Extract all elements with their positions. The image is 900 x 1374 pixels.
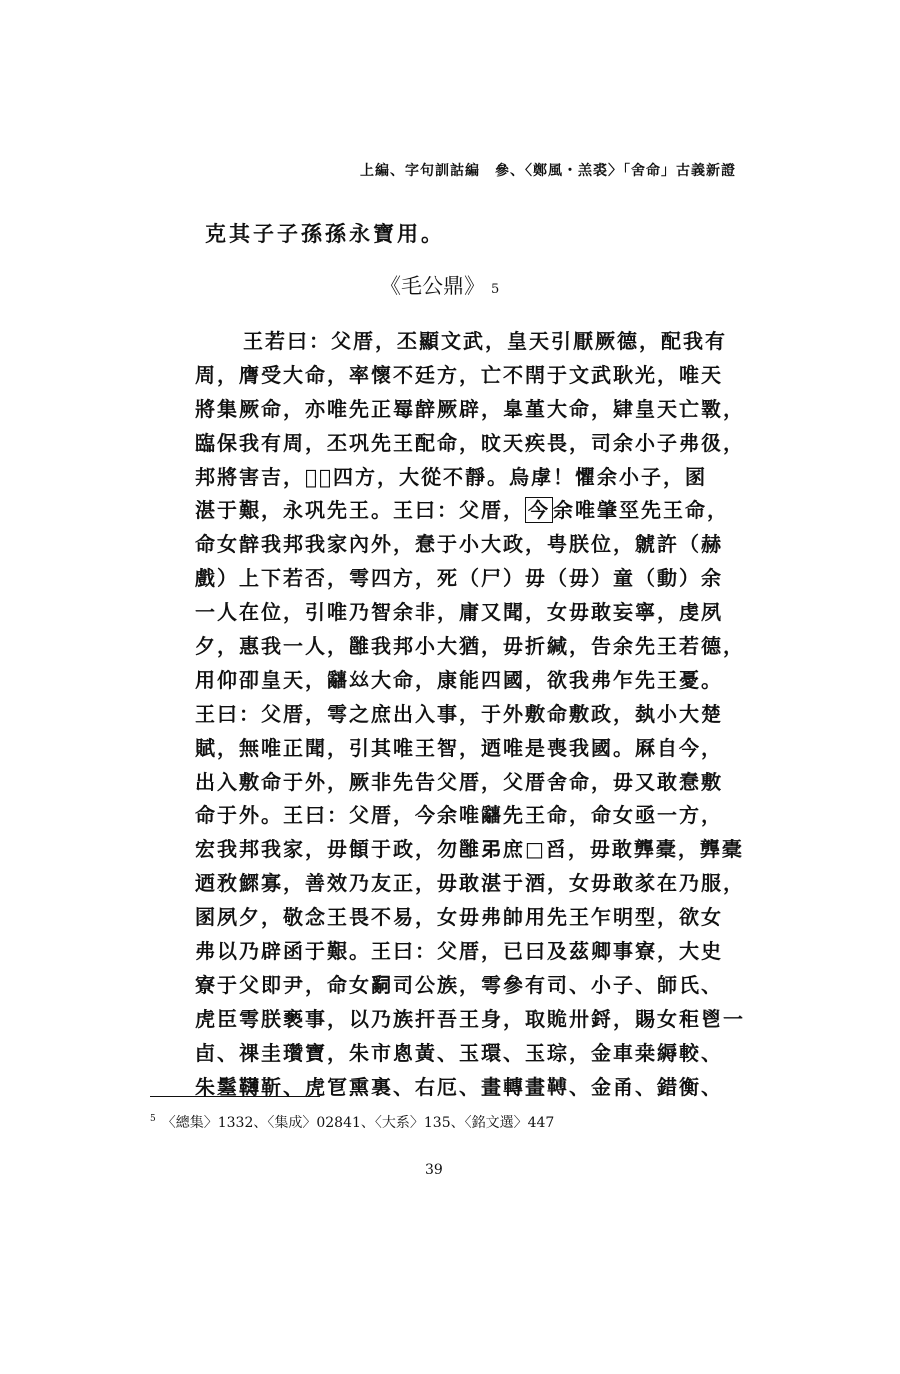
- text-line: 夕，惠我一人，雝我邦小大猶，毋折緘，告余先王若德，: [195, 634, 745, 659]
- text-line: 命女辪我邦我家內外，惷于小大政，甹朕位，虩許（赫: [195, 532, 723, 557]
- text-line: 用仰卲皇天，𤕌𢆶大命，康能四國，欲我弗乍先王憂。: [195, 667, 723, 692]
- text-line: 臨保我有周，丕巩先王配命，旼天疾畏，司余小子弗彶，: [195, 430, 745, 455]
- boxed-character: 今: [525, 497, 553, 523]
- text-line: 卣、祼圭瓚寶，朱市悤黃、玉環、玉琮，金車桒縟較、: [195, 1040, 723, 1065]
- text-line: 虎臣雩朕褻事，以乃族扞吾王身，取𧵥卅鋝，賜女秬鬯一: [195, 1006, 745, 1031]
- section-title-text: 《毛公鼎》: [380, 274, 485, 298]
- footnote-text: 〈總集〉1332、〈集成〉02841、〈大系〉135、〈銘文選〉447: [161, 1115, 555, 1131]
- continuation-line: 克其子子孫孫永寶用。: [205, 221, 445, 246]
- footnote-divider: [150, 1096, 320, 1097]
- text-line: 周，膺受大命，率懷不廷方，亡不閈于文武耿光，唯天: [195, 362, 723, 387]
- text-line: 王曰：父厝，雩之庶出入事，于外敷命敷政，埶小大楚: [195, 701, 723, 726]
- text-line-with-boxed-char: [195, 494, 755, 528]
- text-line: 王若曰：父厝，丕顯文武，皇天引厭厥德，配我有: [243, 329, 727, 353]
- text-line: 賦，無唯正聞，引其唯王智，迺唯是喪我國。厤自今，: [195, 735, 723, 760]
- text-line: 圂夙夕，敬念王畏不易，女毋弗帥用先王乍明型，欲女: [195, 905, 723, 930]
- section-title: [380, 270, 499, 300]
- text-line: 將集厥命，亦唯先正䍙辪厥辟，𦤎堇大命，肄皇天亡斁，: [195, 396, 745, 421]
- text-line: 宏我邦我家，毋顀于政，勿雝𢎨庶□舀，毋敢龏橐，龏橐: [195, 837, 744, 862]
- footnote-reference: 5: [491, 282, 500, 297]
- text-line: 戲）上下若否，雩四方，死（尸）毋（毋）童（動）余: [195, 566, 723, 591]
- page-number: 39: [425, 1162, 443, 1178]
- text-line: 寮于父即尹，命女𤔲司公族，雩參有司、小子、師氏、: [195, 972, 723, 997]
- text-line: 朱䰈𩍿靳、虎冟熏裏、右厄、畫轉畫𩌏、金甬、錯衡、: [195, 1074, 723, 1099]
- text-line: 迺敄鰥寡，善效乃友正，毋敢湛于酒，女毋敢㒸在乃服，: [195, 871, 745, 896]
- text-segment: 湛于艱，永巩先王。王曰：父厝，: [195, 498, 525, 523]
- text-line: 一人在位，引唯乃智余非，庸又聞，女毋敢妄寧，虔夙: [195, 600, 723, 625]
- text-line: 弗以乃辟函于艱。王曰：父厝，已曰及茲卿事寮，大史: [195, 939, 723, 964]
- footnote: [150, 1112, 554, 1132]
- text-line: 邦將害吉，𨶾𨶾四方，大從不靜。烏虖！懼余小子，圂: [195, 464, 708, 489]
- text-line: 命于外。王曰：父厝，今余唯𤕌先王命，命女亟一方，: [195, 803, 723, 828]
- footnote-marker: 5: [150, 1114, 156, 1125]
- running-head: 上編、字句訓詁編 參、〈鄭風・羔裘〉「舍命」古義新證: [360, 163, 736, 179]
- text-line: 出入敷命于外，厥非先告父厝，父厝舍命，毋又敢惷敷: [195, 769, 723, 794]
- inscription-text: [195, 325, 755, 1104]
- text-segment: 余唯肇巠先王命，: [553, 498, 729, 523]
